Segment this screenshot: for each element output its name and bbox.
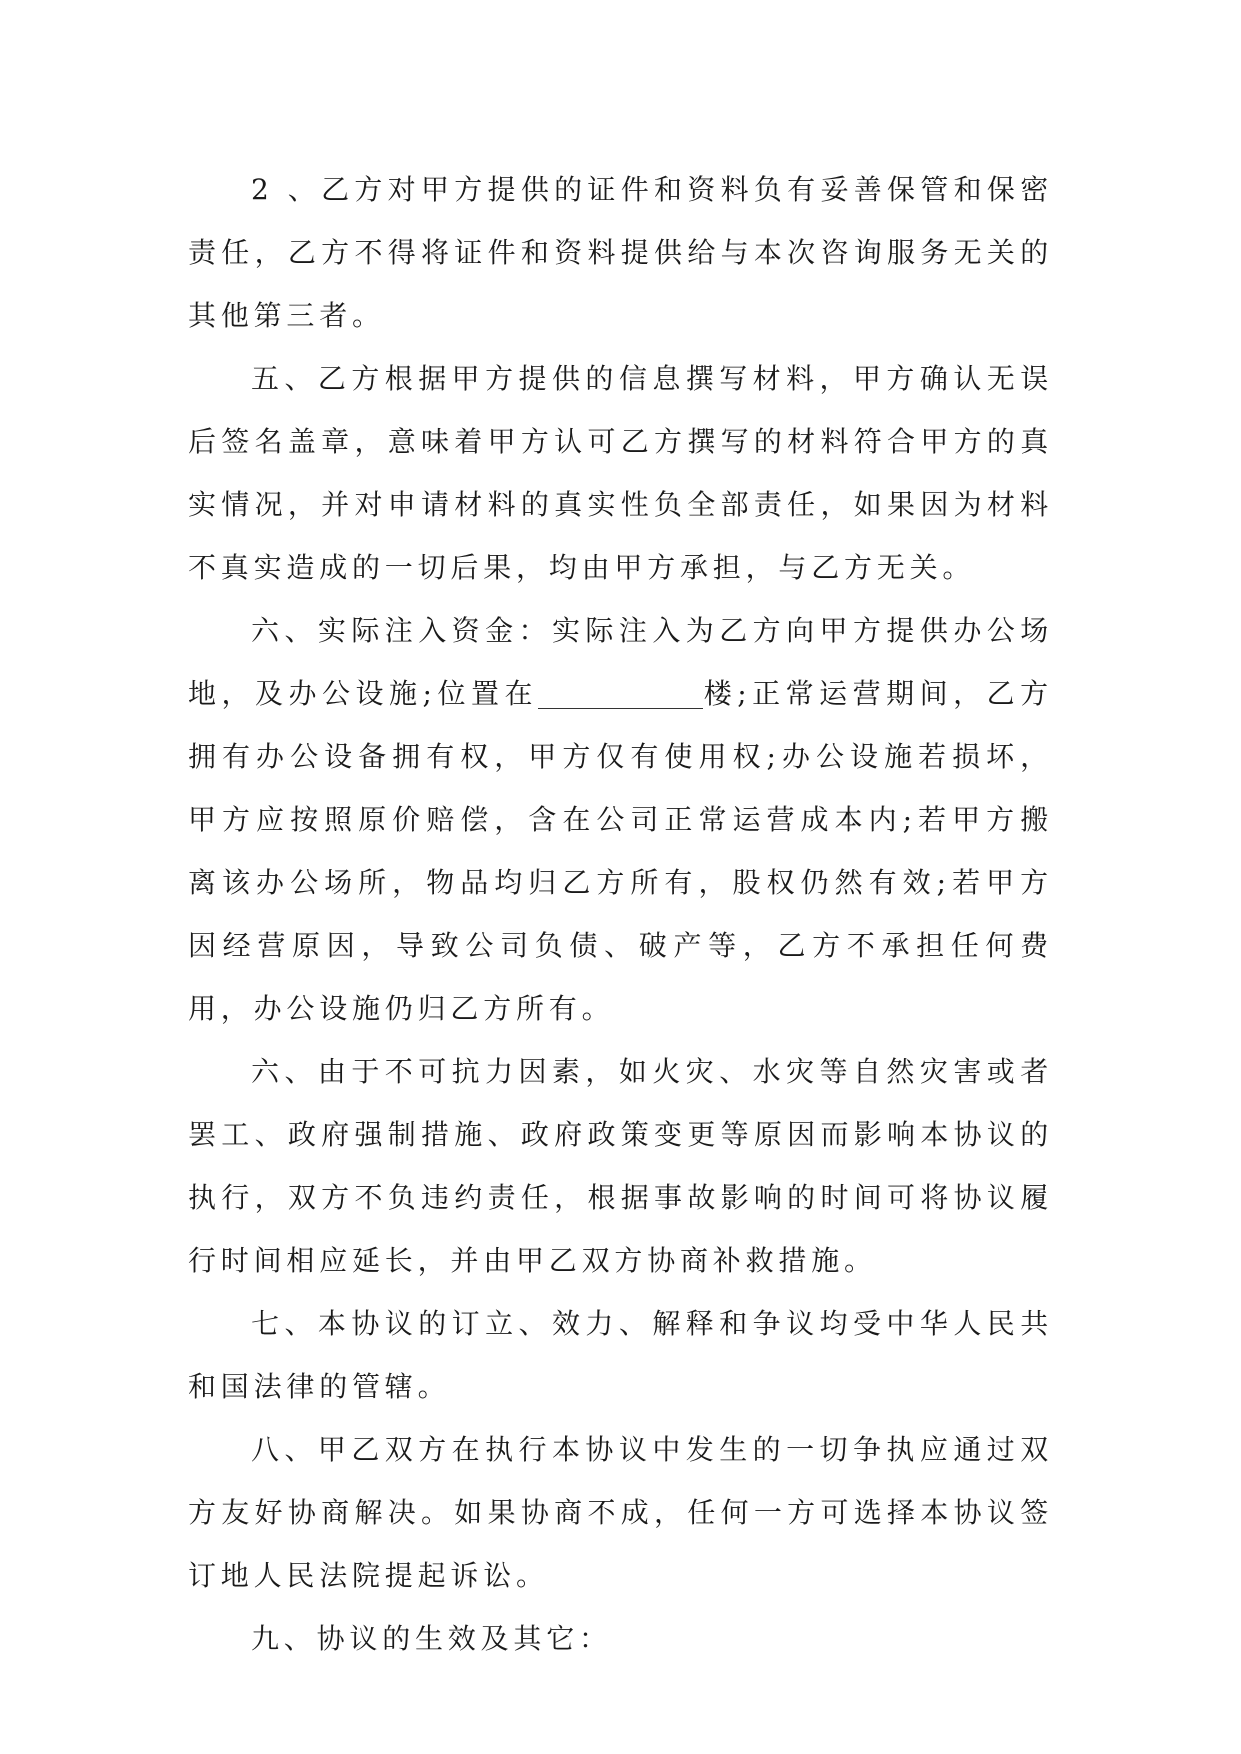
paragraph-clause-6-force-majeure: 六、由于不可抗力因素，如火灾、水灾等自然灾害或者罢工、政府强制措施、政府政策变更等原因而影响本协议的执行，双方不负违约责任，根据事故影响的时间可将协议履行时间相应延长，并由甲乙双方协商补救措施。 (188, 1055, 1053, 1277)
paragraph-clause-2-confidentiality: 2 、乙方对甲方提供的证件和资料负有妥善保管和保密责任，乙方不得将证件和资料提供给与本次咨询服务无关的其他第三者。 (188, 173, 1053, 332)
location-blank-line (538, 680, 703, 709)
paragraph-clause-5-materials: 五、乙方根据甲方提供的信息撰写材料，甲方确认无误后签名盖章，意味着甲方认可乙方撰写的材料符合甲方的真实情况，并对申请材料的真实性负全部责任，如果因为材料不真实造成的一切后果，均由甲方承担，与乙方无关。 (188, 362, 1053, 584)
paragraph-clause-8-disputes: 八、甲乙双方在执行本协议中发生的一切争执应通过双方友好协商解决。如果协商不成，任何一方可选择本协议签订地人民法院提起诉讼。 (188, 1433, 1053, 1592)
clause-6-text-before-blank: 六、实际注入资金：实际注入为乙方向甲方提供办公场地，及办公设施;位置在 (188, 614, 1053, 710)
paragraph-clause-6-capital (188, 599, 1053, 1040)
clause-6-text-after-blank: 楼;正常运营期间，乙方拥有办公设备拥有权，甲方仅有使用权;办公设施若损坏，甲方应按照原价赔偿，含在公司正常运营成本内;若甲方搬离该办公场所，物品均归乙方所有，股权仍然有效;若甲方因经营原因，导致公司负债、破产等，乙方不承担任何费用，办公设施仍归乙方所有。 (188, 677, 1053, 1025)
document-body (188, 158, 1053, 1670)
paragraph-clause-7-governing-law: 七、本协议的订立、效力、解释和争议均受中华人民共和国法律的管辖。 (188, 1307, 1053, 1403)
paragraph-clause-9-effectiveness: 九、协议的生效及其它： (251, 1622, 612, 1655)
